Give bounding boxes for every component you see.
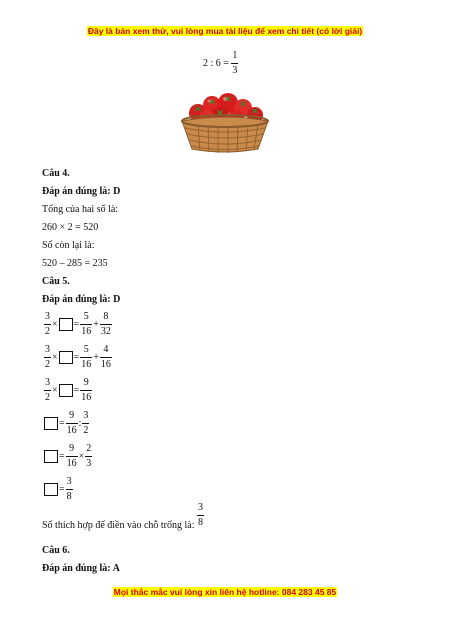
q4-line-4: 520 – 285 = 235	[42, 258, 108, 269]
q6-title: Câu 6.	[42, 545, 70, 556]
fraction-numerator: 3	[197, 502, 203, 513]
fraction-denominator: 16	[100, 358, 111, 370]
fraction	[100, 311, 112, 338]
hotline-banner-text: Mọi thắc mắc vui lòng xin liên hệ hotline: 084 283 45 85	[113, 587, 337, 597]
operator: =	[73, 384, 80, 396]
fraction-numerator: 1	[232, 50, 238, 61]
operator: =	[59, 417, 65, 429]
q4-line-2: 260 × 2 = 520	[42, 222, 99, 233]
fraction-numerator: 3	[66, 475, 72, 487]
fraction-denominator: 2	[83, 424, 89, 436]
fraction-denominator: 16	[66, 424, 77, 436]
preview-banner-text: Đây là bản xem thử, vui lòng mua tài liệu để xem chi tiết (có lời giải)	[87, 26, 363, 36]
operator: ×	[78, 450, 85, 462]
fraction	[100, 344, 112, 371]
operator: =	[73, 318, 80, 330]
q4-line-3: Số còn lại là:	[42, 240, 95, 251]
q5-conclusion	[42, 502, 204, 535]
operator: =	[59, 483, 65, 495]
hotline-banner	[0, 587, 450, 597]
q5-result-fraction	[197, 502, 204, 529]
basket	[182, 115, 268, 153]
operator: :	[78, 417, 82, 429]
q5-step-2	[44, 342, 112, 372]
top-equation-lhs: 2 : 6 =	[203, 58, 229, 69]
fraction	[66, 443, 78, 470]
preview-banner	[0, 26, 450, 36]
operator: +	[93, 318, 99, 330]
fraction-numerator: 8	[103, 310, 109, 322]
tomato-basket-illustration	[178, 91, 272, 155]
q4-answer: Đáp án đúng là: D	[42, 186, 121, 197]
blank-box	[59, 384, 73, 397]
q5-step-5	[44, 441, 92, 471]
blank-box	[44, 417, 58, 430]
q6-answer: Đáp án đúng là: A	[42, 563, 120, 574]
fraction-denominator: 16	[66, 457, 77, 469]
operator: ×	[52, 384, 58, 396]
fraction	[44, 311, 51, 338]
blank-box	[44, 483, 58, 496]
fraction	[82, 410, 89, 437]
fraction	[80, 344, 92, 371]
q5-answer: Đáp án đúng là: D	[42, 294, 121, 305]
fraction-numerator: 5	[83, 343, 89, 355]
operator: +	[93, 351, 99, 363]
q4-line-1: Tổng của hai số là:	[42, 204, 119, 215]
top-equation	[203, 50, 238, 77]
fraction-denominator: 2	[45, 391, 50, 403]
blank-box	[59, 351, 73, 364]
operator: =	[59, 450, 65, 462]
fraction-denominator: 16	[81, 358, 92, 370]
fraction-numerator: 9	[69, 442, 75, 454]
fraction	[66, 410, 78, 437]
fraction-denominator: 16	[81, 325, 92, 337]
operator: ×	[52, 318, 58, 330]
fraction-denominator: 3	[232, 65, 238, 76]
fraction-numerator: 9	[69, 409, 75, 421]
top-equation-fraction	[231, 50, 238, 77]
operator: =	[73, 351, 80, 363]
fraction-numerator: 3	[83, 409, 89, 421]
fraction-denominator: 16	[81, 391, 92, 403]
q5-title: Câu 5.	[42, 276, 70, 287]
fraction-numerator: 9	[83, 376, 89, 388]
fraction	[80, 377, 92, 404]
fraction-numerator: 3	[45, 343, 50, 355]
q4-title: Câu 4.	[42, 168, 70, 179]
fraction-numerator: 5	[83, 310, 89, 322]
fraction	[44, 344, 51, 371]
fraction-denominator: 8	[197, 517, 203, 528]
fraction-denominator: 32	[100, 325, 111, 337]
q5-step-1	[44, 309, 112, 339]
operator: ×	[52, 351, 58, 363]
fraction	[44, 377, 51, 404]
fraction-numerator: 4	[103, 343, 109, 355]
fraction	[80, 311, 92, 338]
blank-box	[44, 450, 58, 463]
fraction-denominator: 8	[66, 490, 72, 502]
q5-step-6	[44, 474, 73, 504]
q5-step-3	[44, 375, 92, 405]
fraction-denominator: 2	[45, 325, 50, 337]
fraction	[85, 443, 92, 470]
blank-box	[59, 318, 73, 331]
fraction	[66, 476, 73, 503]
fraction-numerator: 3	[45, 310, 50, 322]
fraction-denominator: 2	[45, 358, 50, 370]
fraction-numerator: 2	[86, 442, 92, 454]
q5-conclusion-text: Số thích hợp để điền vào chỗ trống là:	[42, 520, 195, 531]
q5-step-4	[44, 408, 89, 438]
fraction-denominator: 3	[86, 457, 92, 469]
fraction-numerator: 3	[45, 376, 50, 388]
